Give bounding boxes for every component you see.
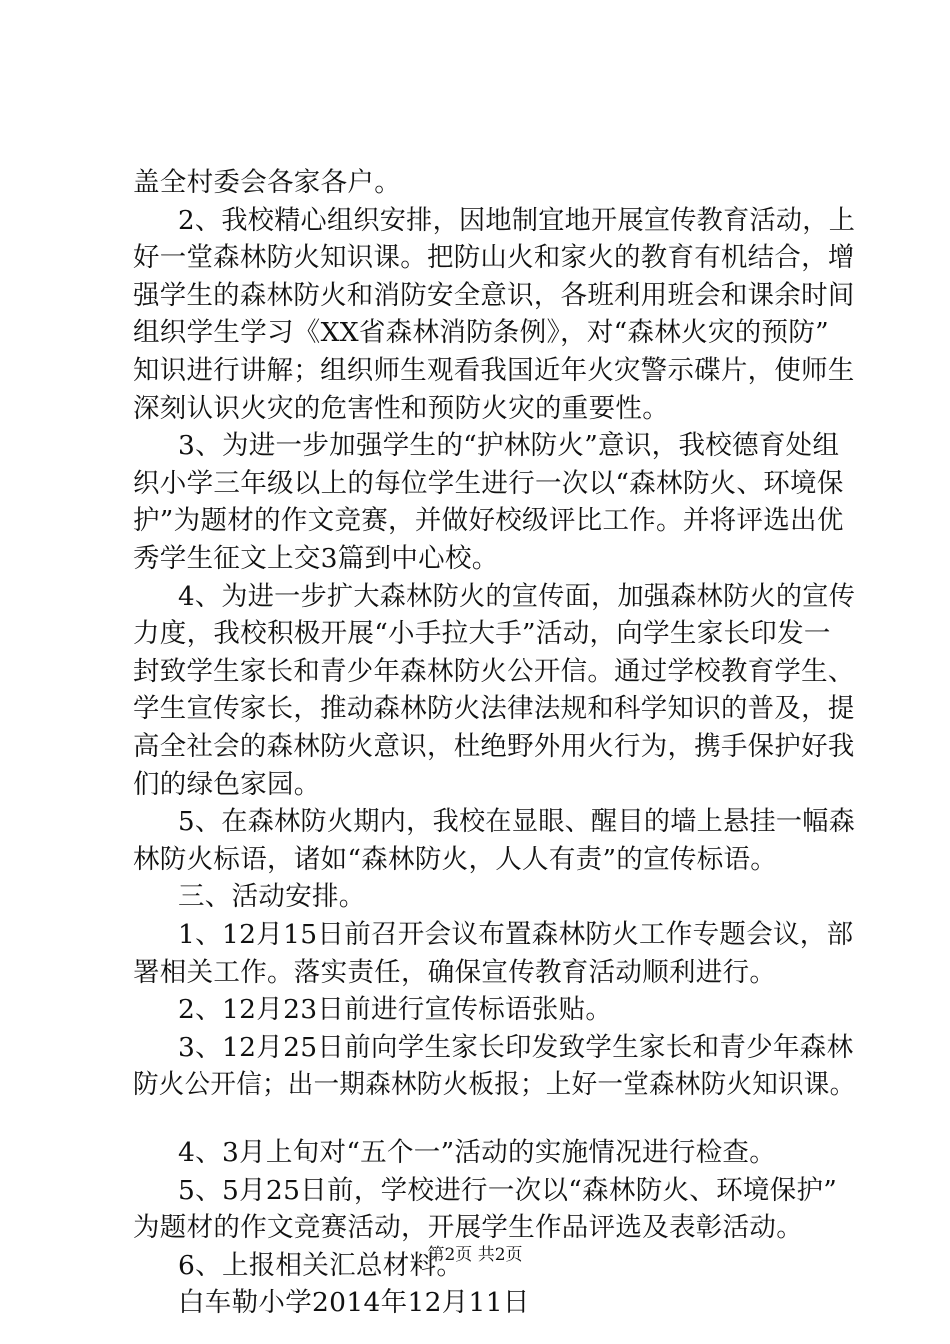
text-line: 林防火标语，诸如“森林防火，人人有责”的宣传标语。 [133,843,778,875]
text-line: 为题材的作文竞赛活动，开展学生作品评选及表彰活动。 [133,1212,803,1244]
signature-date: 白车勒小学2014年12月11日 [178,1287,530,1319]
text-line: 知识进行讲解；组织师生观看我国近年火灾警示碟片，使师生 [133,355,855,386]
text-line: 防火公开信；出一期森林防火板报；上好一堂森林防火知识课。 [133,1069,856,1101]
text-line: 2、我校精心组织安排，因地制宜地开展宣传教育活动，上 [178,204,856,236]
text-line: 学生宣传家长，推动森林防火法律法规和科学知识的普及，提 [133,693,855,725]
text-line: 力度，我校积极开展“小手拉大手”活动，向学生家长印发一 [133,618,831,650]
text-line: 护”为题材的作文竞赛，并做好校级评比工作。并将评选出优 [133,505,844,537]
text-line: 组织学生学习《XX省森林消防条例》，对“森林火灾的预防” [133,317,829,349]
text-line: 6、上报相关汇总材料。 [178,1249,464,1281]
section-heading: 三、活动安排。 [178,881,366,913]
text-line: 2、12月23日前进行宣传标语张贴。 [178,994,613,1026]
text-line: 5、在森林防火期内，我校在显眼、醒目的墙上悬挂一幅森 [178,806,856,838]
text-line: 4、3月上旬对“五个一”活动的实施情况进行检查。 [178,1137,777,1168]
text-line: 3、为进一步加强学生的“护林防火”意识，我校德育处组 [178,430,840,462]
text-line: 深刻认识火灾的危害性和预防火灾的重要性。 [133,392,669,424]
text-line: 织小学三年级以上的每位学生进行一次以“森林防火、环境保 [133,467,844,499]
text-line: 5、5月25日前，学校进行一次以“森林防火、环境保护” [178,1174,838,1206]
text-line: 秀学生征文上交3篇到中心校。 [133,543,499,574]
text-line: 1、12月15日前召开会议布置森林防火工作专题会议，部 [178,919,854,950]
text-line: 高全社会的森林防火意识，杜绝野外用火行为，携手保护好我 [133,731,855,762]
text-line: 封致学生家长和青少年森林防火公开信。通过学校教育学生、 [133,655,855,687]
page-footer: 第2页 共2页 [427,1245,523,1265]
text-line: 好一堂森林防火知识课。把防山火和家火的教育有机结合，增 [133,242,855,274]
text-line: 盖全村委会各家各户。 [133,167,401,198]
text-line: 强学生的森林防火和消防安全意识，各班利用班会和课余时间 [133,279,855,311]
text-line: 们的绿色家园。 [133,768,321,800]
text-line: 3、12月25日前向学生家长印发致学生家长和青少年森林 [178,1031,854,1063]
text-line: 4、为进一步扩大森林防火的宣传面，加强森林防火的宣传 [178,580,856,612]
text-line: 署相关工作。落实责任，确保宣传教育活动顺利进行。 [133,956,777,988]
